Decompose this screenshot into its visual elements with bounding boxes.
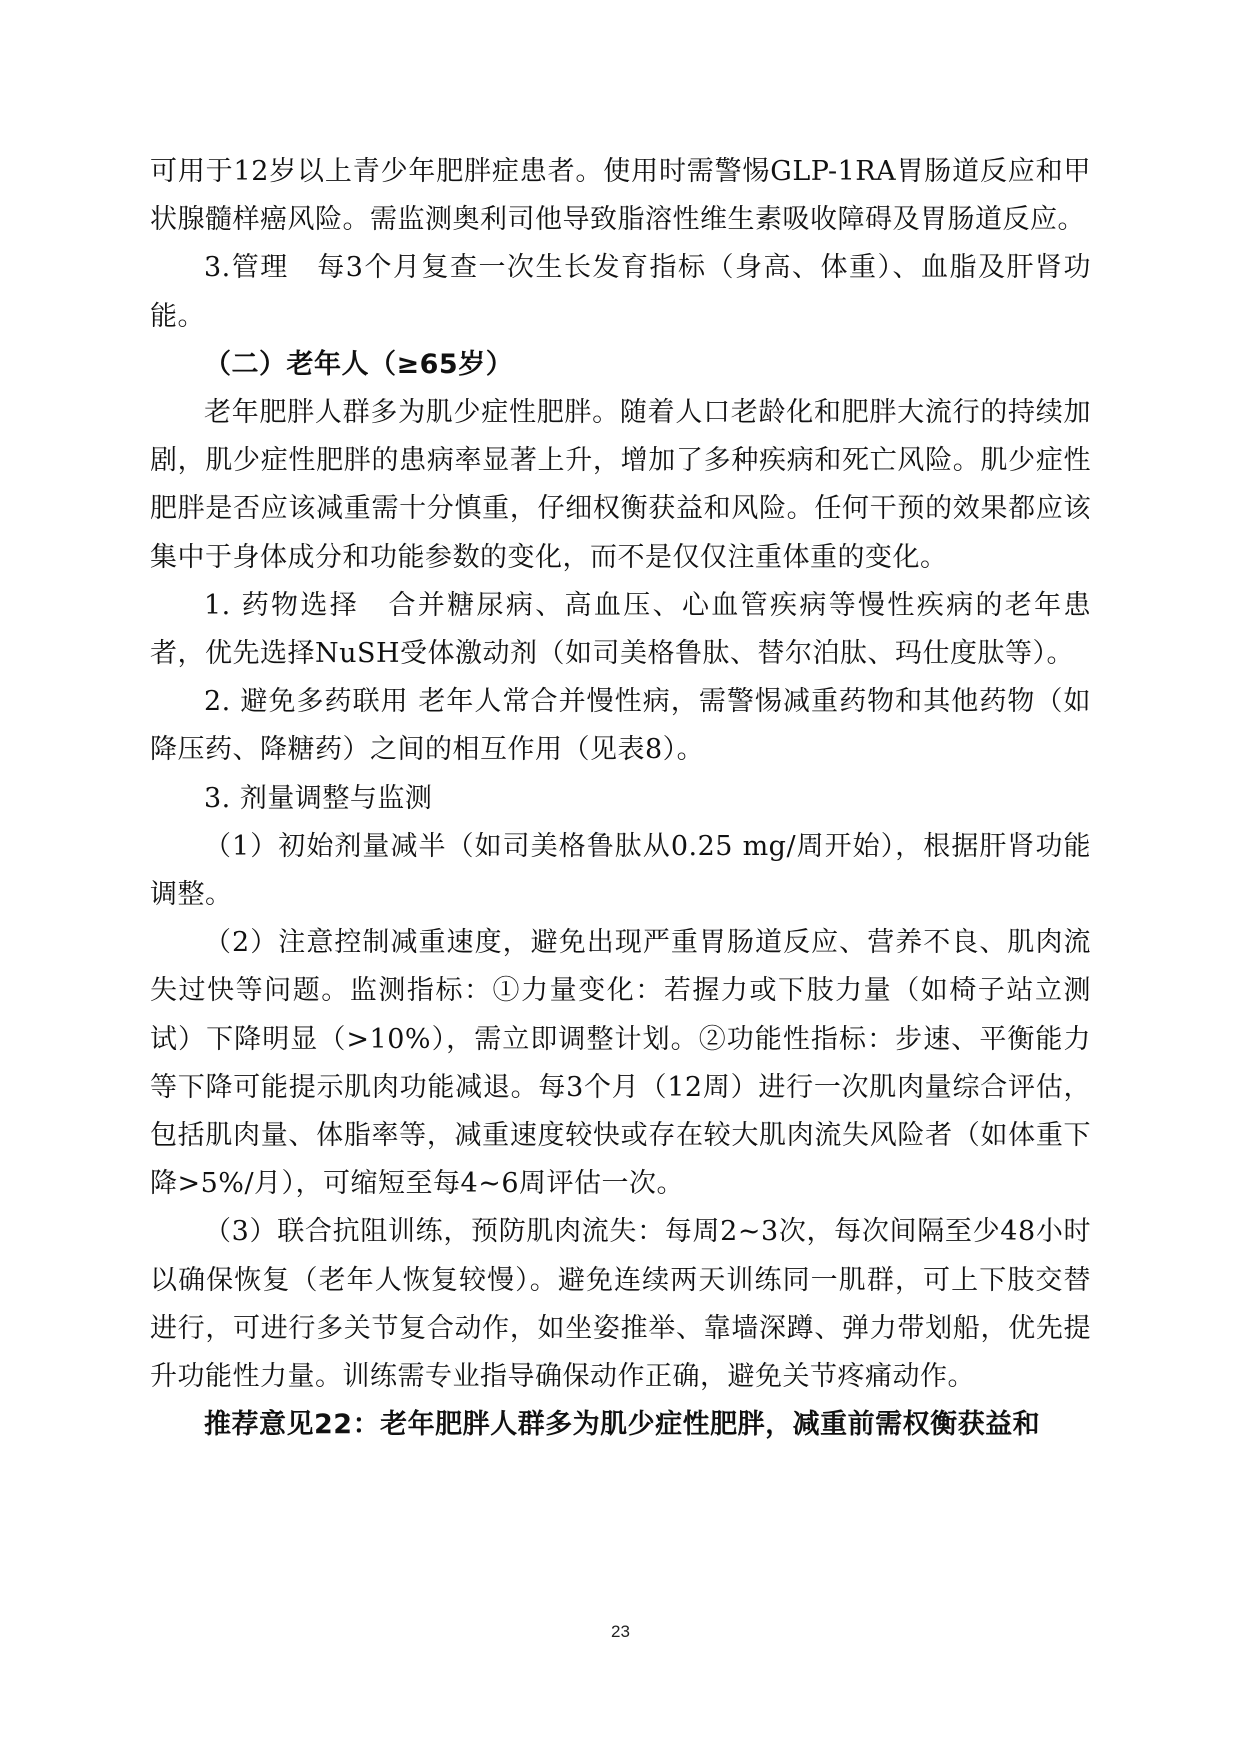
paragraph-weight-loss-speed: （2）注意控制减重速度，避免出现严重胃肠道反应、营养不良、肌肉流失过快等问题。监测指标：①力量变化：若握力或下肢力量（如椅子站立测试）下降明显（>10%），需立即调整计划。②功能性指标：步速、平衡能力等下降可能提示肌肉功能减退。每3个月（12周）进行一次肌肉量综合评估，包括肌肉量、体脂率等，减重速度较快或存在较大肌肉流失风险者（如体重下降>5%/月），可缩短至每4~6周评估一次。 [150,927,1091,1200]
paragraph-dose-halving: （1）初始剂量减半（如司美格鲁肽从0.25 mg/周开始），根据肝肾功能调整。 [150,830,1091,911]
paragraph-drug-selection: 1. 药物选择 合并糖尿病、高血压、心血管疾病等慢性疾病的老年患者，优先选择NuSH受体激动剂（如司美格鲁肽、替尔泊肽、玛仕度肽等）。 [150,589,1091,670]
paragraph-dose-adjustment-title: 3. 剂量调整与监测 [204,782,433,814]
recommendation-22: 推荐意见22：老年肥胖人群多为肌少症性肥胖，减重前需权衡获益和 [204,1409,1041,1441]
paragraph-adolescent-management: 3.管理 每3个月复查一次生长发育指标（身高、体重）、血脂及肝肾功能。 [150,252,1091,332]
page-number: 23 [611,1622,630,1641]
section-heading-elderly: （二）老年人（≥65岁） [204,348,514,380]
paragraph-adolescent-drug-notes: 可用于12岁以上青少年肥胖症患者。使用时需警惕GLP-1RA胃肠道反应和甲状腺髓样癌风险。需监测奥利司他导致脂溶性维生素吸收障碍及胃肠道反应。 [150,156,1091,236]
paragraph-avoid-polypharmacy: 2. 避免多药联用 老年人常合并慢性病，需警惕减重药物和其他药物（如降压药、降糖药）之间的相互作用（见表8）。 [150,686,1091,766]
paragraph-resistance-training: （3）联合抗阻训练，预防肌肉流失：每周2~3次，每次间隔至少48小时以确保恢复（老年人恢复较慢）。避免连续两天训练同一肌群，可上下肢交替进行，可进行多关节复合动作，如坐姿推举、靠墙深蹲、弹力带划船，优先提升功能性力量。训练需专业指导确保动作正确，避免关节疼痛动作。 [150,1216,1091,1393]
paragraph-elderly-overview: 老年肥胖人群多为肌少症性肥胖。随着人口老龄化和肥胖大流行的持续加剧，肌少症性肥胖的患病率显著上升，增加了多种疾病和死亡风险。肌少症性肥胖是否应该减重需十分慎重，仔细权衡获益和风险。任何干预的效果都应该集中于身体成分和功能参数的变化，而不是仅仅注重体重的变化。 [150,397,1091,573]
page-body [150,148,1091,1449]
